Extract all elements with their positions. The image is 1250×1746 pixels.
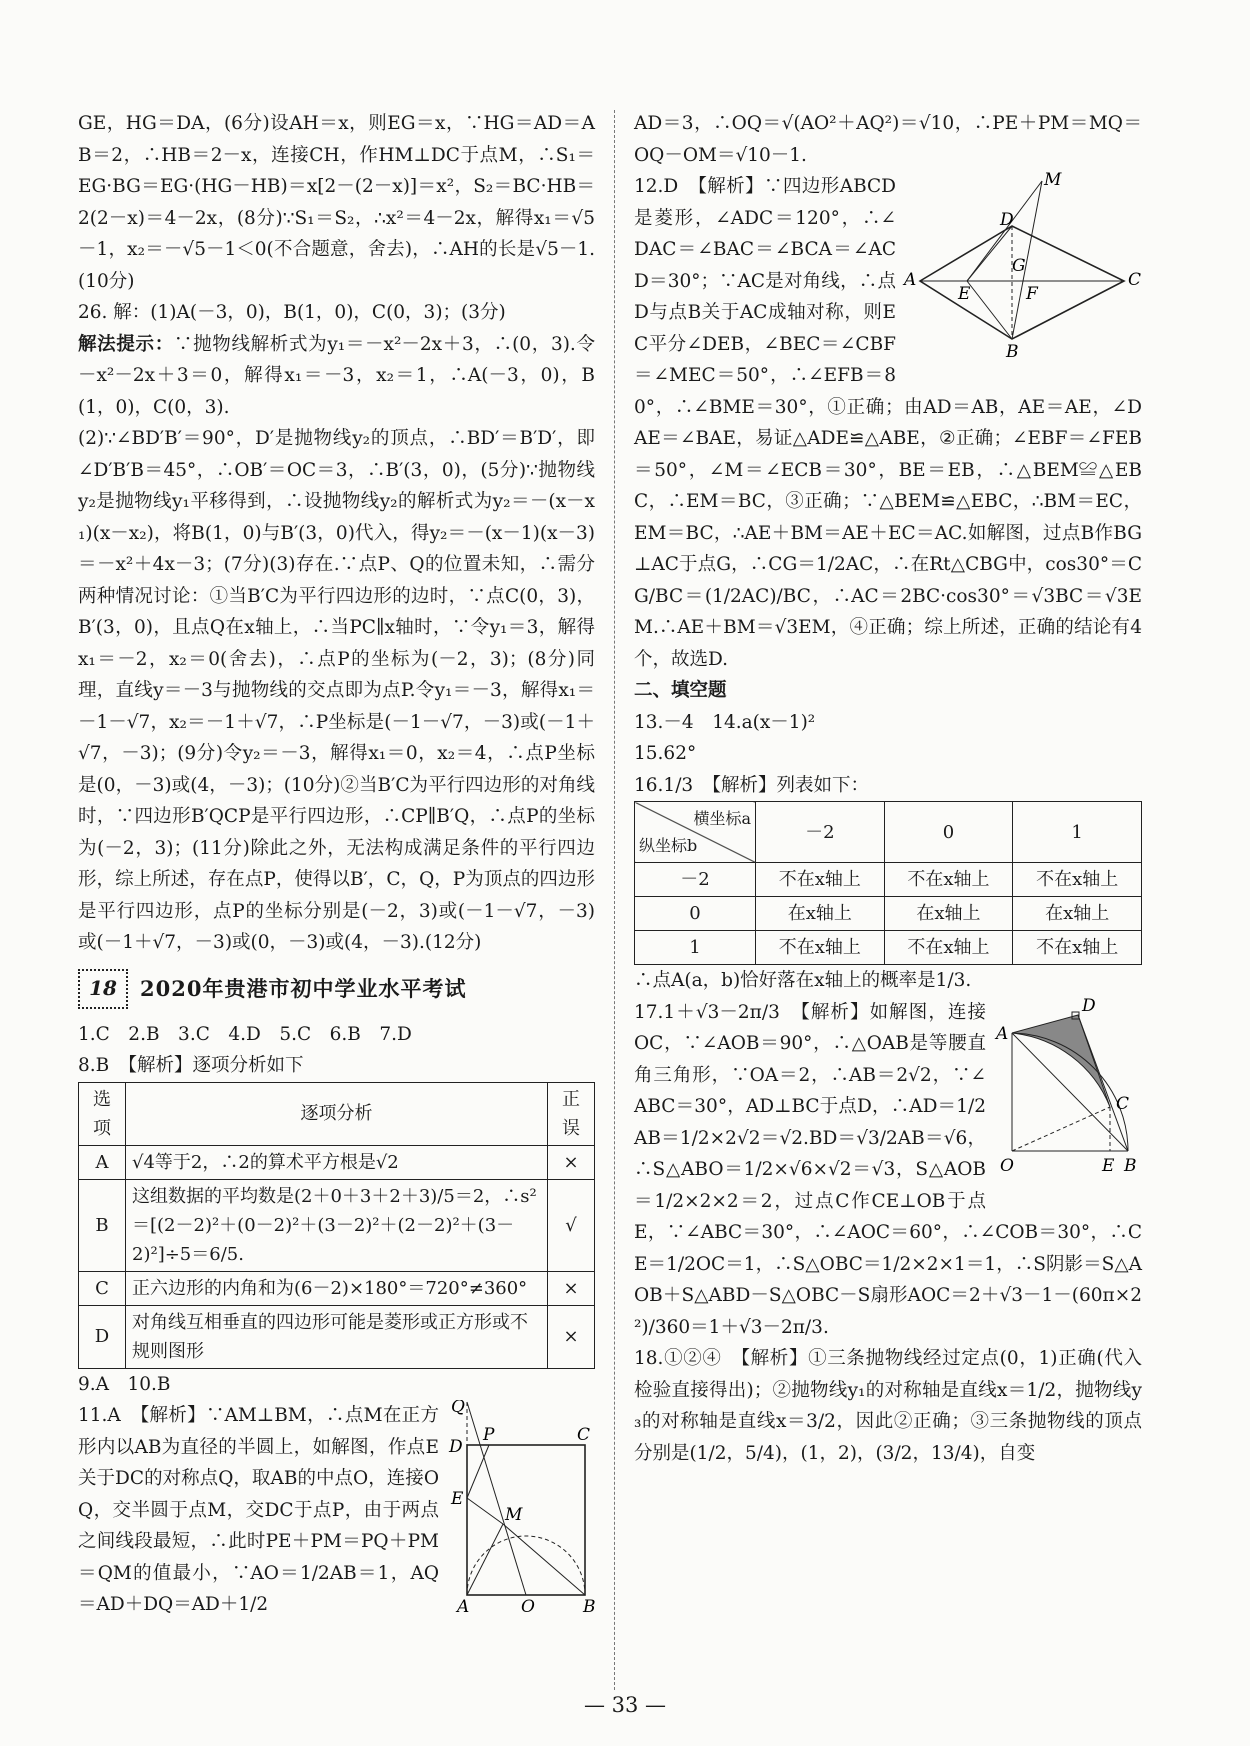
- table-row: [79, 1145, 595, 1179]
- section-fill-in: 二、填空题: [634, 680, 727, 701]
- fig-label: A: [904, 270, 917, 290]
- fig-label: E: [1102, 1155, 1115, 1176]
- column-header: －2: [756, 802, 885, 863]
- q8-intro: 8.B 【解析】逐项分析如下: [78, 1055, 304, 1076]
- table-corner-cell: [635, 802, 756, 863]
- column-header: 0: [884, 802, 1013, 863]
- q17-block: [634, 997, 1142, 1344]
- q25-solution-end: GE，HG＝DA，(6分)设AH＝x，则EG＝x，∵HG＝AD＝AB＝2，∴HB＝2－x，连接CH，作HM⊥DC于点M，∴S₁＝EG·BG＝EG·(HG－HB)＝x[2－(2－x)]＝x²，S₂＝BC·HB＝2(2－x)＝4－2x，(8分)∵S₁＝S₂，∴x²＝4－2x，解得x₁＝√5－1，x₂＝－√5－1＜0(不合题意，舍去)，∴AH的长是√5－1.(10分): [78, 113, 595, 292]
- q17-figure-sector: [992, 997, 1142, 1197]
- q16-conclusion: ∴点A(a，b)恰好落在x轴上的概率是1/3.: [634, 970, 972, 991]
- row-header: 1: [635, 931, 756, 965]
- corner-label-a: 横坐标a: [693, 809, 751, 828]
- fig-label: M: [1044, 171, 1062, 190]
- q11-block: [78, 1400, 595, 1621]
- analysis-cell: 对角线互相垂直的四边形可能是菱形或正方形或不规则图形: [126, 1305, 548, 1368]
- fig-label: C: [577, 1425, 591, 1445]
- fig-label: O: [521, 1597, 535, 1615]
- answers-1-7: 1.C 2.B 3.C 4.D 5.C 6.B 7.D: [78, 1023, 412, 1045]
- table-row: [635, 931, 1142, 965]
- q26-part1: 26. 解：(1)A(－3，0)，B(1，0)，C(0，3)；(3分): [78, 302, 506, 323]
- judgment-cell: ×: [548, 1145, 595, 1179]
- q16-probability-table: [634, 801, 1142, 965]
- table-cell: 不在x轴上: [756, 863, 885, 897]
- table-header-row: [635, 802, 1142, 863]
- judgment-cell: ×: [548, 1305, 595, 1368]
- q18-solution: 18.①②④ 【解析】①三条抛物线经过定点(0，1)正确(代入检验直接得出)；②抛物线y₁的对称轴是直线x＝1/2，抛物线y₃的对称轴是直线x＝3/2，因此②正确；③三条抛物线的顶点分别是(1/2，5/4)，(1，2)，(3/2，13/4)，自变: [634, 1348, 1142, 1464]
- row-header: －2: [635, 863, 756, 897]
- right-column: [634, 108, 1142, 1469]
- fig-label: C: [1128, 270, 1142, 290]
- fig-label: D: [1082, 996, 1096, 1016]
- option-cell: C: [79, 1271, 126, 1305]
- q26-hint: [78, 329, 595, 424]
- table-row: [79, 1179, 595, 1271]
- analysis-cell: 正六边形的内角和为(6－2)×180°＝720°≠360°: [126, 1271, 548, 1305]
- option-cell: D: [79, 1305, 126, 1368]
- fig-label: A: [457, 1597, 470, 1615]
- table-header-row: [79, 1082, 595, 1145]
- q11-solution: 11.A 【解析】∵AM⊥BM，∴点M在正方形内以AB为直径的半圆上，如解图，作点E关于DC的对称点Q，取AB的中点O，连接OQ，交半圆于点M，交DC于点P，由于两点之间线段最短，∴此时PE＋PM＝PQ＋PM＝QM的值最小，∵AO＝1/2AB＝1，AQ＝AD＋DQ＝AD＋1/2: [78, 1405, 439, 1615]
- table-cell: 不在x轴上: [1013, 931, 1142, 965]
- fig-label: E: [958, 284, 971, 304]
- table-cell: 在x轴上: [756, 897, 885, 931]
- fig-label: B: [583, 1597, 595, 1615]
- table-row: [79, 1271, 595, 1305]
- fig-label: M: [505, 1505, 523, 1525]
- hint-text: ∵抛物线解析式为y₁＝－x²－2x＋3，∴(0，3).令－x²－2x＋3＝0，解得x₁＝－3，x₂＝1，∴A(－3，0)，B(1，0)，C(0，3).: [78, 333, 595, 418]
- fig-label: F: [1026, 284, 1038, 304]
- fig-label: B: [1124, 1155, 1137, 1176]
- exam-title: 2020年贵港市初中学业水平考试: [140, 975, 467, 1001]
- answers-9-10: 9.A 10.B: [78, 1373, 171, 1395]
- table-row: [635, 863, 1142, 897]
- table-cell: 在x轴上: [884, 897, 1013, 931]
- analysis-cell: √4等于2，∴2的算术平方根是√2: [126, 1145, 548, 1179]
- q17-solution: 17.1＋√3－2π/3 【解析】如解图，连接OC，∵∠AOB＝90°，∴△OAB是等腰直角三角形，∵OA＝2，∴AB＝2√2，∵∠ABC＝30°，AD⊥BC于点D，∴AD＝1/2AB＝1/2×2√2＝√2.BD＝√3/2AB＝√6，∴S△ABO＝1/2×√6×√2＝√3，S△AOB＝1/2×2×2＝2，过点C作CE⊥OB于点E，∵∠ABC＝30°，∴∠AOC＝60°，∴∠COB＝30°，∴CE＝1/2OC＝1，∴S△OBC＝1/2×2×1＝1，∴S阴影＝S△AOB＋S△ABD－S△OBC－S扇形AOC＝2＋√3－1－(60π×2²)/360＝1＋√3－2π/3.: [634, 1001, 1142, 1338]
- option-cell: A: [79, 1145, 126, 1179]
- judgment-cell: ×: [548, 1271, 595, 1305]
- table-cell: 不在x轴上: [1013, 863, 1142, 897]
- table-cell: 在x轴上: [1013, 897, 1142, 931]
- fig-label: B: [1006, 342, 1019, 361]
- table-row: [79, 1305, 595, 1368]
- table-row: [635, 897, 1142, 931]
- page-number: — 33 —: [583, 1693, 667, 1717]
- fig-label: O: [1000, 1155, 1014, 1176]
- q12-block: [634, 171, 1142, 675]
- q16-intro: 16.1/3 【解析】列表如下：: [634, 774, 869, 796]
- fig-label: D: [449, 1437, 463, 1457]
- q26-part2-3: (2)∵∠BD′B′＝90°，D′是抛物线y₂的顶点，∴BD′＝B′D′，即∠D′B′B＝45°，∴OB′＝OC＝3，∴B′(3，0)，(5分)∵抛物线y₂是抛物线y₁平移得到，∴设抛物线y₂的解析式为y₂＝－(x－x₁)(x－x₂)，将B(1，0)与B′(3，0)代入，得y₂＝－(x－1)(x－3)＝－x²＋4x－3；(7分)(3)存在.∵点P、Q的位置未知，∴需分两种情况讨论：①当B′C为平行四边形的边时，∵点C(0，3)，B′(3，0)，且点Q在x轴上，∴当PC∥x轴时，∵令y₁＝3，解得x₁＝－2，x₂＝0(舍去)，∴点P的坐标为(－2，3)；(8分)同理，直线y＝－3与抛物线的交点即为点P.令y₁＝－3，解得x₁＝－1－√7，x₂＝－1＋√7，∴P坐标是(－1－√7，－3)或(－1＋√7，－3)；(9分)令y₂＝－3，解得x₁＝0，x₂＝4，∴点P坐标是(0，－3)或(4，－3)；(10分)②当B′C为平行四边形的对角线时，∵四边形B′QCP是平行四边形，∴CP∥B′Q，∴点P的坐标为(－2，3)；(11分)除此之外，无法构成满足条件的平行四边形，综上所述，存在点P，使得以B′，C，Q，P为顶点的四边形是平行四边形，点P的坐标分别是(－2，3)或(－1－√7，－3)或(－1＋√7，－3)或(0，－3)或(4，－3).(12分): [78, 428, 595, 953]
- answers-13-14: 13.－4 14.a(x－1)²: [634, 711, 816, 733]
- q11-solution-cont: AD＝3，∴OQ＝√(AO²＋AQ²)＝√10，∴PE＋PM＝MQ＝OQ－OM＝√10－1.: [634, 113, 1142, 166]
- row-header: 0: [635, 897, 756, 931]
- analysis-cell: 这组数据的平均数是(2＋0＋3＋2＋3)/5＝2，∴s²＝[(2－2)²＋(0－2)²＋(3－2)²＋(2－2)²＋(3－2)²]÷5＝6/5.: [126, 1179, 548, 1271]
- option-cell: B: [79, 1179, 126, 1271]
- fig-label: D: [1000, 210, 1014, 230]
- left-column: [78, 108, 595, 1621]
- fig-label: C: [1116, 1093, 1130, 1114]
- table-header: 正误: [548, 1082, 595, 1145]
- fig-label: A: [996, 1023, 1009, 1044]
- table-cell: 不在x轴上: [884, 863, 1013, 897]
- corner-label-b: 纵坐标b: [639, 836, 698, 855]
- hint-label: 解法提示：: [78, 333, 174, 355]
- exam-number-badge: 18: [78, 969, 128, 1009]
- judgment-cell: √: [548, 1179, 595, 1271]
- answer-15: 15.62°: [634, 743, 697, 764]
- fig-label: G: [1012, 256, 1026, 276]
- table-header: 选项: [79, 1082, 126, 1145]
- table-header: 逐项分析: [126, 1082, 548, 1145]
- fig-label: E: [451, 1489, 464, 1509]
- exam-header: [78, 969, 595, 1009]
- fig-label: Q: [451, 1400, 465, 1417]
- table-cell: 不在x轴上: [884, 931, 1013, 965]
- column-header: 1: [1013, 802, 1142, 863]
- q12-figure-rhombus: [902, 171, 1142, 361]
- q11-figure-square-semicircle: [445, 1400, 595, 1615]
- q12-solution: 12.D 【解析】∵四边形ABCD是菱形，∠ADC＝120°，∴∠DAC＝∠BAC＝∠BCA＝∠ACD＝30°；∵AC是对角线，∴点D与点B关于AC成轴对称，则EC平分∠DEB，∠BEC＝∠CBF＝∠MEC＝50°，∴∠EFB＝80°，∴∠BME＝30°，①正确；由AD＝AB，AE＝AE，∠DAE＝∠BAE，易证△ADE≌△ABE，②正确；∠EBF＝∠FEB＝50°，∠M＝∠ECB＝30°，BE＝EB，∴△BEM≌△EBC，∴EM＝BC，③正确；∵△BEM≌△EBC，∴BM＝EC，EM＝BC，∴AE＋BM＝AE＋EC＝AC.如解图，过点B作BG⊥AC于点G，∴CG＝1/2AC，∴在Rt△CBG中，cos30°＝CG/BC＝(1/2AC)/BC，∴AC＝2BC·cos30°＝√3BC＝√3EM.∴AE＋BM＝√3EM，④正确；综上所述，正确的结论有4个，故选D.: [634, 176, 1142, 670]
- fig-label: P: [483, 1425, 495, 1445]
- column-separator: [614, 110, 615, 1690]
- table-cell: 不在x轴上: [756, 931, 885, 965]
- q8-analysis-table: [78, 1082, 595, 1369]
